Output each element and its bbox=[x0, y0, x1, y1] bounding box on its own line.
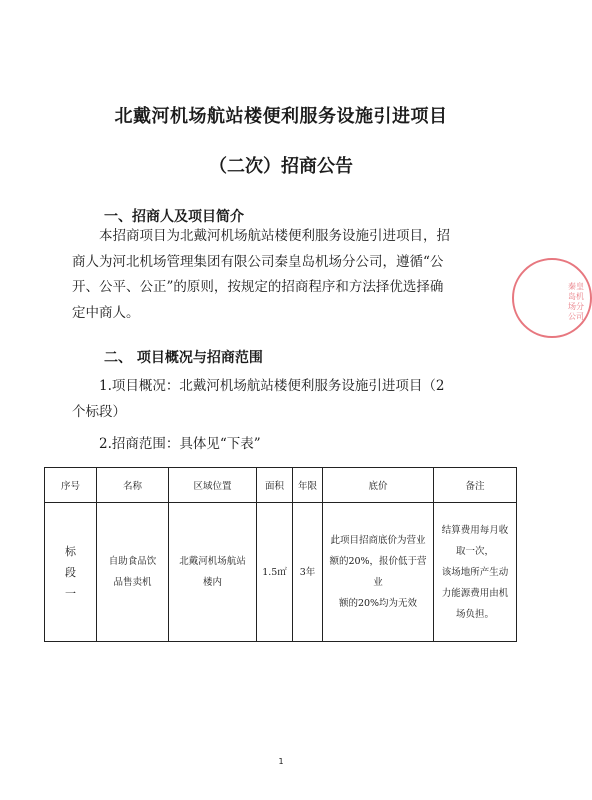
seq-char: 一 bbox=[65, 586, 76, 600]
section1-heading: 一、招商人及项目简介 bbox=[104, 209, 244, 225]
bidding-table bbox=[44, 467, 517, 642]
section2-item2-line: 2.招商范围：具体见“下表” bbox=[99, 436, 261, 452]
seq-char: 段 bbox=[65, 565, 76, 579]
cell-location bbox=[169, 503, 257, 642]
note-line: 力能源费用由机 bbox=[441, 587, 509, 599]
location-line: 北戴河机场航站 bbox=[179, 556, 246, 567]
section1-line: 本招商项目为北戴河机场航站楼便利服务设施引进项目，招 bbox=[99, 228, 450, 244]
seal-text: 秦皇岛机场分公司 bbox=[568, 282, 584, 321]
note-line: 结算费用每月收 bbox=[441, 524, 509, 536]
price-line: 额的20%均为无效 bbox=[338, 598, 418, 609]
note-line: 取一次， bbox=[455, 545, 494, 557]
col-header-area: 面积 bbox=[257, 468, 293, 503]
page-number: 1 bbox=[278, 757, 284, 766]
name-line: 自助食品饮 bbox=[108, 556, 157, 567]
cell-note bbox=[434, 503, 517, 642]
section2-item1-line: 1.项目概况：北戴河机场航站楼便利服务设施引进项目（2 bbox=[99, 378, 445, 394]
title-line-2: （二次）招商公告 bbox=[209, 156, 353, 177]
section2-item1-line: 个标段） bbox=[72, 403, 126, 420]
title-line-1: 北戴河机场航站楼便利服务设施引进项目 bbox=[114, 106, 448, 127]
cell-years: 3年 bbox=[293, 503, 323, 642]
col-header-years: 年限 bbox=[293, 468, 323, 503]
col-header-note: 备注 bbox=[434, 468, 517, 503]
section1-line: 定中商人。 bbox=[72, 304, 140, 321]
table-header-row bbox=[45, 468, 517, 503]
seq-char: 标 bbox=[65, 544, 76, 558]
section1-line: 开、公平、公正”的原则，按规定的招商程序和方法择优选择确 bbox=[72, 279, 444, 295]
price-line: 额的20%，报价低于营业 bbox=[329, 556, 427, 588]
col-header-location: 区域位置 bbox=[169, 468, 257, 503]
cell-seq bbox=[45, 503, 97, 642]
name-line: 品售卖机 bbox=[113, 577, 152, 588]
col-header-price: 底价 bbox=[323, 468, 434, 503]
section2-heading: 二、 项目概况与招商范围 bbox=[104, 350, 263, 366]
section1-line: 商人为河北机场管理集团有限公司秦皇岛机场分公司，遵循“公 bbox=[72, 253, 444, 270]
price-line: 此项目招商底价为营业 bbox=[330, 535, 426, 546]
col-header-seq: 序号 bbox=[45, 468, 97, 503]
cell-area: 1.5㎡ bbox=[257, 503, 293, 642]
table-row bbox=[45, 503, 517, 642]
cell-price bbox=[323, 503, 434, 642]
note-line: 该场地所产生动 bbox=[441, 566, 509, 578]
note-line: 场负担。 bbox=[455, 608, 494, 620]
cell-name bbox=[97, 503, 169, 642]
location-line: 楼内 bbox=[202, 577, 222, 588]
official-seal bbox=[512, 258, 592, 338]
section1-paragraph bbox=[72, 224, 504, 326]
section2-item1 bbox=[72, 374, 504, 425]
col-header-name: 名称 bbox=[97, 468, 169, 503]
section2-item2 bbox=[72, 432, 504, 458]
